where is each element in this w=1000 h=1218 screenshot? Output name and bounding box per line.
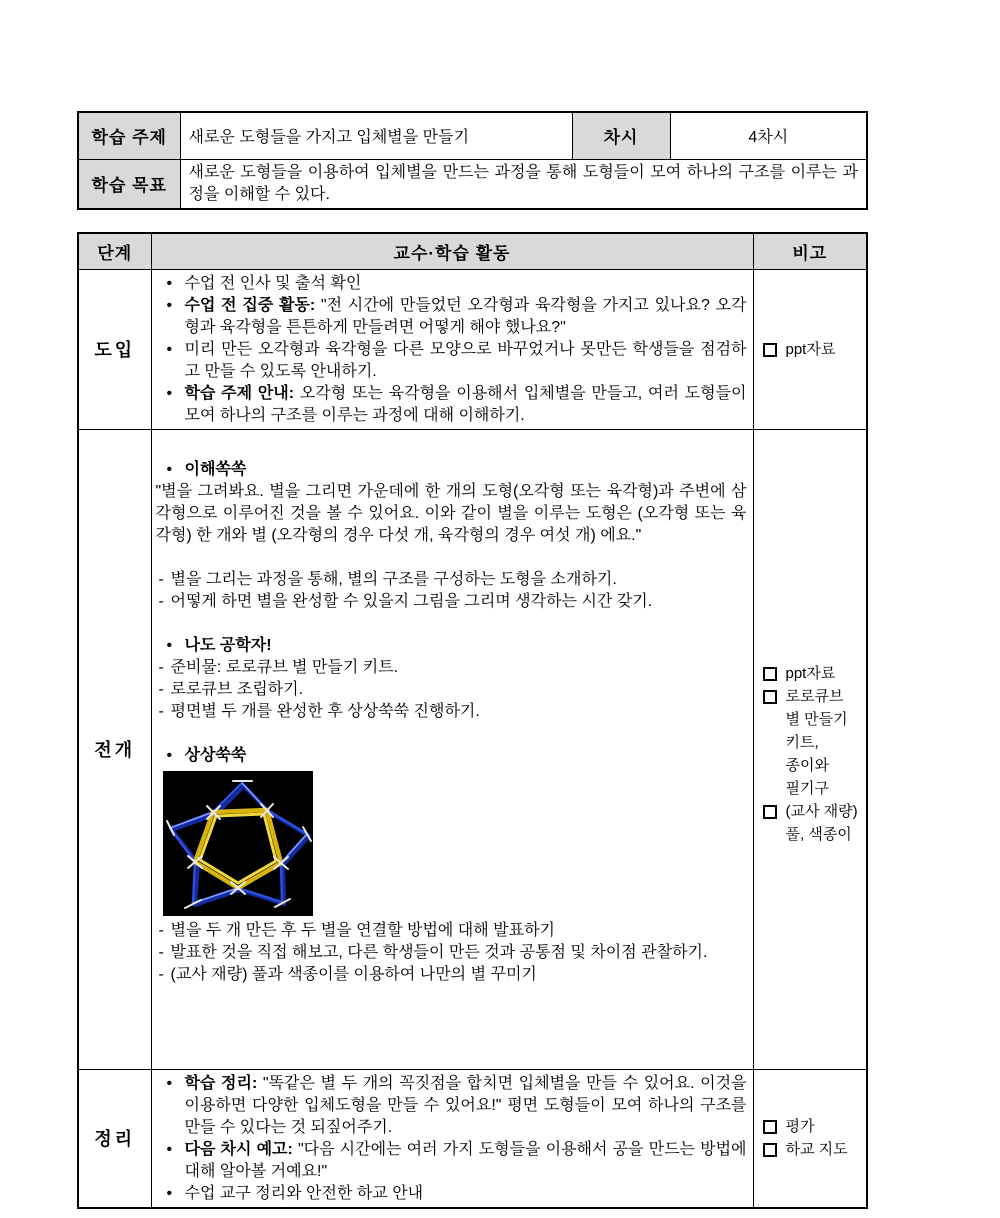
activity-item: - (교사 재량) 풀과 색종이를 이용하여 나만의 별 꾸미기 (156, 964, 747, 986)
activity-item: • 미리 만든 오각형과 육각형을 다른 모양으로 바꾸었거나 못만든 학생들을 점검하고 만들 수 있도록 안내하기. (156, 339, 747, 383)
checkbox-icon (763, 343, 777, 357)
activity-item: • 나도 공학자! (156, 635, 747, 657)
activity-item: • 이해쏙쏙 (156, 459, 747, 481)
column-header-activity: 교수·학습 활동 (151, 233, 753, 269)
note-cell-development (753, 429, 867, 1069)
activity-item: "별을 그려봐요. 별을 그리면 가운데에 한 개의 도형(오각형 또는 육각형)과 주변에 삼각형으로 이루어진 것을 볼 수 있어요. 이와 같이 별을 이루는 도형은 (오각형 또는 육각형) 한 개와 별 (오각형의 경우 다섯 개, 육각형의 경우 여섯 개) 에요." (155, 482, 747, 544)
activity-item: - 평면별 두 개를 완성한 후 상상쑥쑥 진행하기. (156, 701, 747, 723)
note-item: ppt자료 (762, 338, 864, 361)
activity-item: - 로로큐브 조립하기. (156, 679, 747, 701)
note-item: 하교 지도 (762, 1138, 864, 1161)
goal-label: 학습 목표 (78, 159, 180, 209)
activity-cell-development (151, 429, 753, 1069)
activity-item: • 수업 교구 정리와 안전한 하교 안내 (156, 1183, 747, 1205)
session-value: 4차시 (670, 112, 867, 159)
stage-wrapup: 정리 (78, 1069, 151, 1208)
activity-item: • 학습 주제 안내: 오각형 또는 육각형을 이용해서 입체별을 만들고, 여러 도형들이 모여 하나의 구조를 이루는 과정에 대해 이해하기. (156, 383, 747, 427)
activity-item: • 학습 정리: "똑같은 별 두 개의 꼭짓점을 합치면 입체별을 만들 수 있어요. 이것을 이용하면 다양한 입체도형을 만들 수 있어요!" 평면 도형들이 모여 하나의 구조를 만들 수 있다는 것 되짚어주기. (156, 1073, 747, 1139)
star-structure-photo (163, 771, 313, 916)
activity-item: • 수업 전 집중 활동: "전 시간에 만들었던 오각형과 육각형을 가지고 있나요? 오각형과 육각형을 튼튼하게 만들려면 어떻게 해야 했나요?" (156, 295, 747, 339)
activity-item: - 별을 두 개 만든 후 두 별을 연결할 방법에 대해 발표하기 (156, 920, 747, 942)
activity-item: - 별을 그리는 과정을 통해, 별의 구조를 구성하는 도형을 소개하기. (156, 569, 747, 591)
checkbox-icon (763, 667, 777, 681)
stage-intro: 도입 (78, 269, 151, 429)
checkbox-icon (763, 1120, 777, 1134)
column-header-note: 비고 (753, 233, 867, 269)
note-item: ppt자료 (762, 662, 864, 685)
activity-cell-intro (151, 269, 753, 429)
topic-value: 새로운 도형들을 가지고 입체별을 만들기 (180, 112, 572, 159)
activity-item: - 준비물: 로로큐브 별 만들기 키트. (156, 657, 747, 679)
activity-item: - 발표한 것을 직접 해보고, 다른 학생들이 만든 것과 공통점 및 차이점 관찰하기. (156, 942, 747, 964)
note-cell-wrapup (753, 1069, 867, 1208)
activity-table (77, 232, 868, 1209)
activity-cell-wrapup (151, 1069, 753, 1208)
lesson-summary-table (77, 111, 868, 210)
activity-item: • 상상쑥쑥 (156, 745, 747, 767)
checkbox-icon (763, 690, 777, 704)
column-header-stage: 단계 (78, 233, 151, 269)
note-item: (교사 재량) 풀, 색종이 (762, 800, 864, 846)
checkbox-icon (763, 805, 777, 819)
topic-label: 학습 주제 (78, 112, 180, 159)
activity-item: • 수업 전 인사 및 출석 확인 (156, 273, 747, 295)
activity-item: - 어떻게 하면 별을 완성할 수 있을지 그림을 그리며 생각하는 시간 갖기. (156, 591, 747, 613)
goal-value: 새로운 도형들을 이용하여 입체별을 만드는 과정을 통해 도형들이 모여 하나의 구조를 이루는 과정을 이해할 수 있다. (180, 159, 867, 209)
note-item: 로로큐브 별 만들기 키트, 종이와 필기구 (762, 685, 864, 800)
checkbox-icon (763, 1143, 777, 1157)
note-cell-intro (753, 269, 867, 429)
session-label: 차시 (572, 112, 670, 159)
activity-item: • 다음 차시 예고: "다음 시간에는 여러 가지 도형들을 이용해서 공을 만드는 방법에 대해 알아볼 거예요!" (156, 1139, 747, 1183)
stage-development: 전개 (78, 429, 151, 1069)
note-item: 평가 (762, 1115, 864, 1138)
